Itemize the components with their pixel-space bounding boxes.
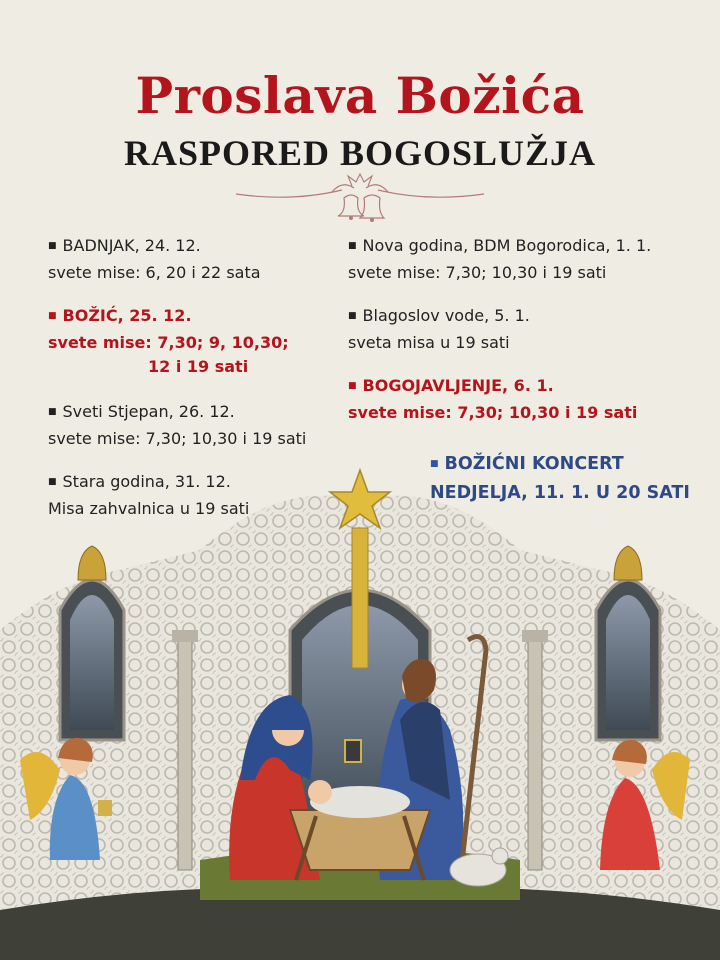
page-subtitle: RASPORED BOGOSLUŽJA bbox=[123, 133, 597, 173]
nativity-scene-illustration bbox=[0, 440, 720, 960]
schedule-stara-godina: ■ Stara godina, 31. 12. Misa zahvalnica u 19 sati bbox=[48, 472, 250, 518]
bullet-icon: ■ bbox=[348, 311, 357, 321]
page-title: Proslava Božića bbox=[135, 66, 585, 125]
schedule-nova-godina: ■ Nova godina, BDM Bogorodica, 1. 1. svete mise: 7,30; 10,30 i 19 sati bbox=[348, 236, 652, 282]
right-arch-window bbox=[596, 580, 660, 740]
schedule-bogojavljenje: ■ BOGOJAVLJENJE, 6. 1. svete mise: 7,30; 10,30 i 19 sati bbox=[348, 376, 638, 422]
concert-notice: ■ BOŽIĆNI KONCERT NEDJELJA, 11. 1. U 20 SATI bbox=[430, 454, 690, 503]
bullet-icon: ■ bbox=[348, 241, 357, 251]
bullet-icon: ■ bbox=[48, 477, 57, 487]
schedule-sveti-stjepan: ■ Sveti Stjepan, 26. 12. svete mise: 7,30; 10,30 i 19 sati bbox=[48, 402, 307, 448]
schedule-badnjak: ■ BADNJAK, 24. 12. svete mise: 6, 20 i 22 sata bbox=[48, 236, 261, 282]
left-arch-window bbox=[60, 580, 124, 740]
bullet-icon: ■ bbox=[430, 459, 439, 469]
schedule-bozic: ■ BOŽIĆ, 25. 12. svete mise: 7,30; 9, 10,30; 12 i 19 sati bbox=[48, 306, 289, 376]
schedule-blagoslov-vode: ■ Blagoslov vode, 5. 1. sveta misa u 19 sati bbox=[348, 306, 530, 352]
bullet-icon: ■ bbox=[48, 241, 57, 251]
bells-ornament-icon bbox=[232, 172, 488, 222]
bullet-icon: ■ bbox=[48, 311, 57, 321]
bullet-icon: ■ bbox=[348, 381, 357, 391]
bullet-icon: ■ bbox=[48, 407, 57, 417]
